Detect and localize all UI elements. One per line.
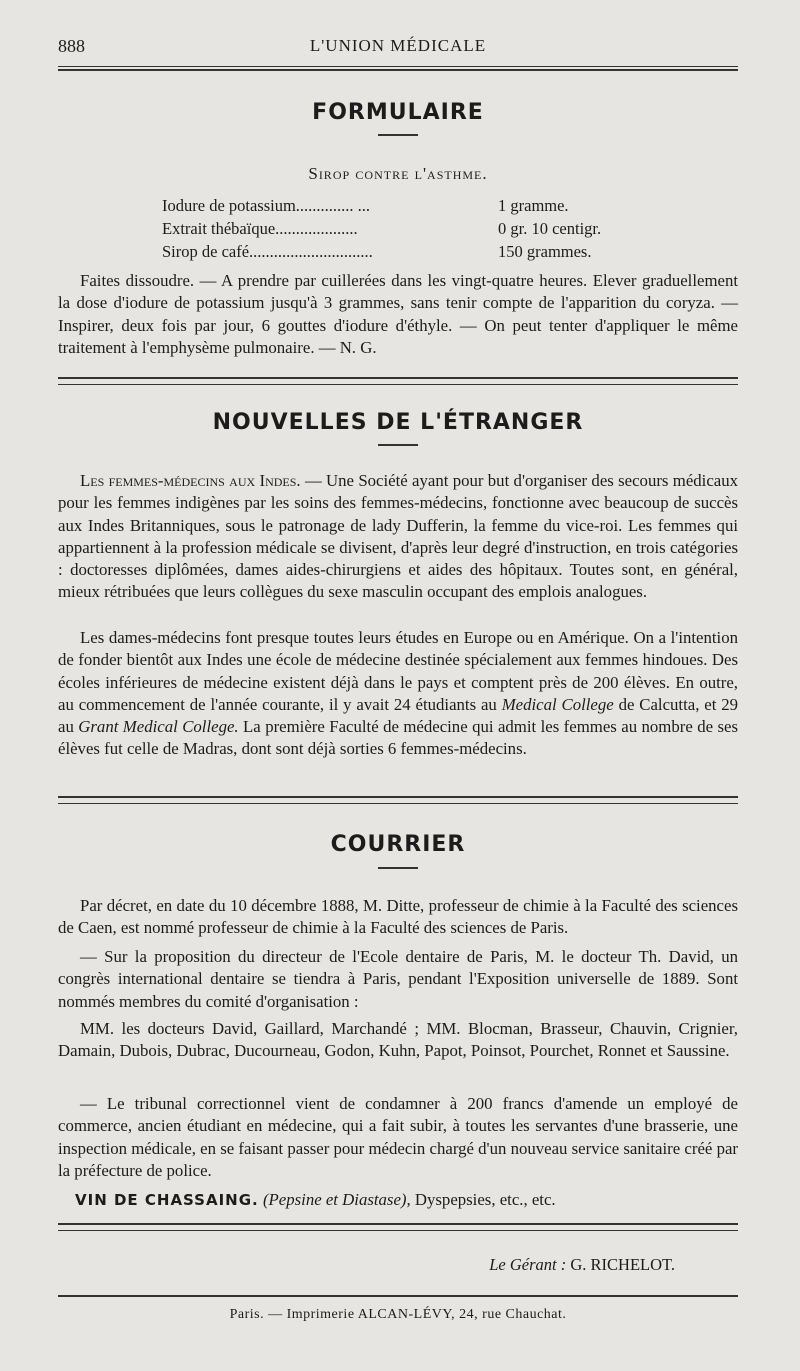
ingredient-quantity: 150 grammes. bbox=[498, 242, 592, 261]
gerant-label: Le Gérant : bbox=[489, 1255, 567, 1274]
advertisement bbox=[75, 1190, 556, 1210]
recipe-ingredient bbox=[162, 242, 632, 264]
ad-subtitle: (Pepsine et Diastase), bbox=[262, 1190, 411, 1209]
nouvelles-para2-text: Les dames-médecins font presque toutes leurs études en Europe ou en Amérique. On a l'intention de fonder bientôt aux Indes une école de médecine destinée spécialement aux femmes hindoues. Des écoles inférieures de médecine existent déjà dans le pays et comptent près de 200 élèves. En outre, au commencement de l'année courante, il y avait 24 étudiants au bbox=[58, 628, 738, 714]
ingredient-name: Sirop de café.............................. bbox=[162, 242, 373, 261]
header-rule bbox=[58, 66, 738, 67]
courrier-paragraph: — Sur la proposition du directeur de l'Ecole dentaire de Paris, M. le docteur Th. David, un congrès international dentaire se tiendra à Paris, pendant l'Exposition universelle de 1889. Sont nommés membres du comité d'organisation : bbox=[58, 947, 738, 1011]
formulaire-title: FORMULAIRE bbox=[312, 100, 484, 125]
page-number: 888 bbox=[58, 36, 85, 56]
ad-brand: VIN DE CHASSAING. bbox=[75, 1191, 259, 1209]
courrier-title: COURRIER bbox=[330, 832, 466, 857]
recipe-ingredient bbox=[162, 196, 632, 218]
journal-title: L'UNION MÉDICALE bbox=[309, 36, 487, 55]
nouvelles-paragraph bbox=[58, 627, 738, 761]
printer-rule bbox=[58, 1295, 738, 1297]
section-divider bbox=[58, 377, 738, 385]
footer-divider bbox=[58, 1223, 738, 1231]
nouvelles-lead: Les femmes-médecins aux Indes. bbox=[80, 471, 301, 490]
recipe-ingredient bbox=[162, 219, 632, 241]
courrier-paragraph: — Le tribunal correctionnel vient de condamner à 200 francs d'amende un employé de commerce, ancien étudiant en médecine, qui a fait subir, à toutes les servantes d'une brasserie, une inspection médicale, en se faisant passer pour médecin chargé d'un nouveau service sanitaire créé par la préfecture de police. bbox=[58, 1094, 738, 1180]
courrier-paragraph: MM. les docteurs David, Gaillard, Marchandé ; MM. Blocman, Brasseur, Chauvin, Crignier, Damain, Dubois, Dubrac, Ducourneau, Godon, Kuhn, Papot, Poinsot, Pourchet, Ronnet et Saussine. bbox=[58, 1019, 738, 1061]
gerant-name: G. RICHELOT. bbox=[566, 1255, 675, 1274]
nouvelles-para2-text: La première Faculté de médecine qui admit les femmes au nombre de ses élèves fut celle de Madras, dont sont déjà sorties 6 femmes-médecins. bbox=[58, 717, 738, 759]
ingredient-name: Extrait thébaïque.................... bbox=[162, 219, 358, 238]
ingredient-name: Iodure de potassium.............. ... bbox=[162, 196, 371, 215]
ad-text: Dyspepsies, etc., etc. bbox=[410, 1190, 556, 1209]
page-header bbox=[58, 32, 738, 62]
courrier-title-underline bbox=[378, 867, 418, 869]
nouvelles-title-underline bbox=[378, 444, 418, 446]
formulaire-text: Faites dissoudre. — A prendre par cuillerées dans les vingt-quatre heures. Elever graduellement la dose d'iodure de potassium jusqu'à 3 grammes, sans tenir compte de l'apparition du coryza. — Inspirer, deux fois par jour, 6 gouttes d'iodure d'éthyle. — On peut tenter d'appliquer le même traitement à l'emphysème pulmonaire. — N. G. bbox=[58, 271, 738, 357]
section-divider bbox=[58, 796, 738, 804]
nouvelles-para2-text: de Calcutta, et 29 au bbox=[58, 694, 739, 737]
nouvelles-para1-text: — Une Société ayant pour but d'organiser des secours médicaux pour les femmes indigènes par les soins des femmes-médecins, fonctionne avec beaucoup de succès aux Indes Britanniques, sous le patronage de lady Dufferin, la femme du vice-roi. Les femmes qui appartiennent à la profession médicale se divisent, d'après leur degré d'instruction, en trois catégories : doctoresses diplômées, dames aides-chirurgiens et aides des hôpitaux. Toutes sont, en général, mieux rétribuées que leurs collègues du sexe masculin occupant des emplois analogues. bbox=[58, 471, 739, 602]
formulaire-title-underline bbox=[378, 134, 418, 136]
nouvelles-paragraph bbox=[58, 470, 738, 604]
college-name: Grant Medical College. bbox=[78, 717, 239, 737]
courrier-paragraph: Par décret, en date du 10 décembre 1888, M. Ditte, professeur de chimie à la Faculté des sciences de Caen, est nommé professeur de chimie à la Faculté des sciences de Paris. bbox=[58, 896, 738, 938]
nouvelles-title: NOUVELLES DE L'ÉTRANGER bbox=[212, 410, 584, 435]
ingredient-quantity: 1 gramme. bbox=[498, 196, 569, 215]
printer-line: Paris. — Imprimerie ALCAN-LÉVY, 24, rue Chauchat. bbox=[229, 1307, 567, 1322]
recipe-title: Sirop contre l'asthme. bbox=[308, 164, 488, 183]
ingredient-quantity: 0 gr. 10 centigr. bbox=[498, 219, 602, 238]
gerant-signature bbox=[489, 1255, 675, 1275]
header-rule-thick bbox=[58, 69, 738, 71]
college-name: Medical College bbox=[501, 694, 614, 714]
